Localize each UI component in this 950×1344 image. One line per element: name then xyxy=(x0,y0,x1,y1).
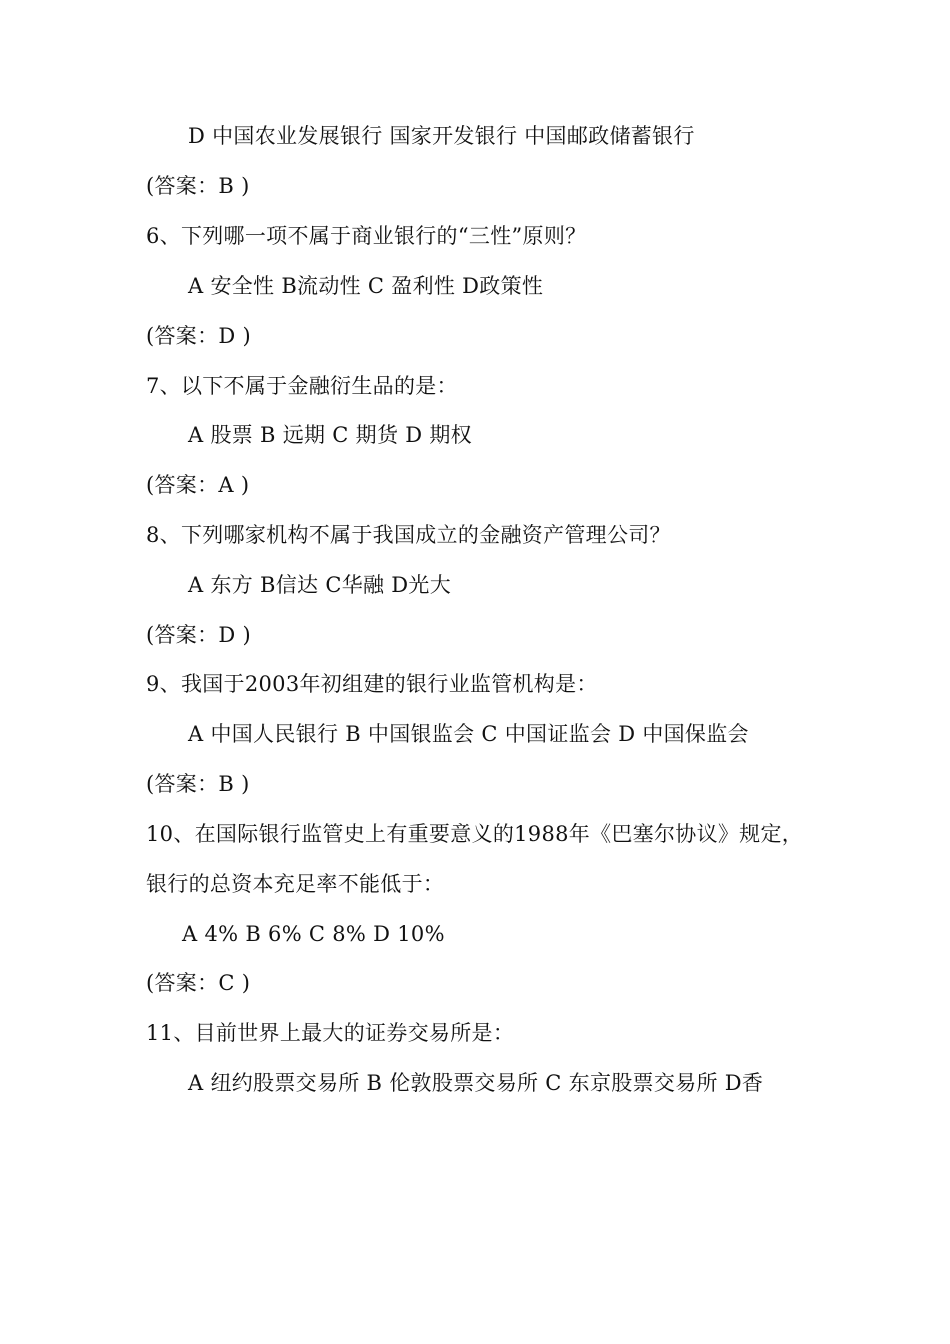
answer-line-q7: (答案：A ) xyxy=(146,473,250,497)
options-line-q6: A 安全性 B流动性 C 盈利性 D政策性 xyxy=(188,274,544,298)
question-11: 11、目前世界上最大的证券交易所是： xyxy=(146,1021,515,1045)
question-10-line-1: 10、在国际银行监管史上有重要意义的1988年《巴塞尔协议》规定， xyxy=(146,822,804,846)
options-line-q8: A 东方 B信达 C华融 D光大 xyxy=(188,573,452,597)
question-10-line-2: 银行的总资本充足率不能低于： xyxy=(146,872,445,896)
question-7: 7、以下不属于金融衍生品的是： xyxy=(146,374,458,398)
answer-line-q6: (答案：D ) xyxy=(146,324,251,348)
options-line-q10: A 4% B 6% C 8% D 10% xyxy=(182,922,445,946)
options-line-q11: A 纽约股票交易所 B 伦敦股票交易所 C 东京股票交易所 D香 xyxy=(188,1071,764,1095)
options-line-q7: A 股票 B 远期 C 期货 D 期权 xyxy=(188,423,472,447)
options-line-q5: D 中国农业发展银行 国家开发银行 中国邮政储蓄银行 xyxy=(188,124,695,148)
question-9: 9、我国于2003年初组建的银行业监管机构是： xyxy=(146,672,598,696)
answer-line-q9: (答案：B ) xyxy=(146,772,250,796)
question-8: 8、下列哪家机构不属于我国成立的金融资产管理公司？ xyxy=(146,523,671,547)
answer-line-q5: (答案：B ) xyxy=(146,174,250,198)
answer-line-q8: (答案：D ) xyxy=(146,623,251,647)
answer-line-q10: (答案：C ) xyxy=(146,971,251,995)
options-line-q9: A 中国人民银行 B 中国银监会 C 中国证监会 D 中国保监会 xyxy=(188,722,749,746)
question-6: 6、下列哪一项不属于商业银行的“三性”原则？ xyxy=(146,224,587,248)
